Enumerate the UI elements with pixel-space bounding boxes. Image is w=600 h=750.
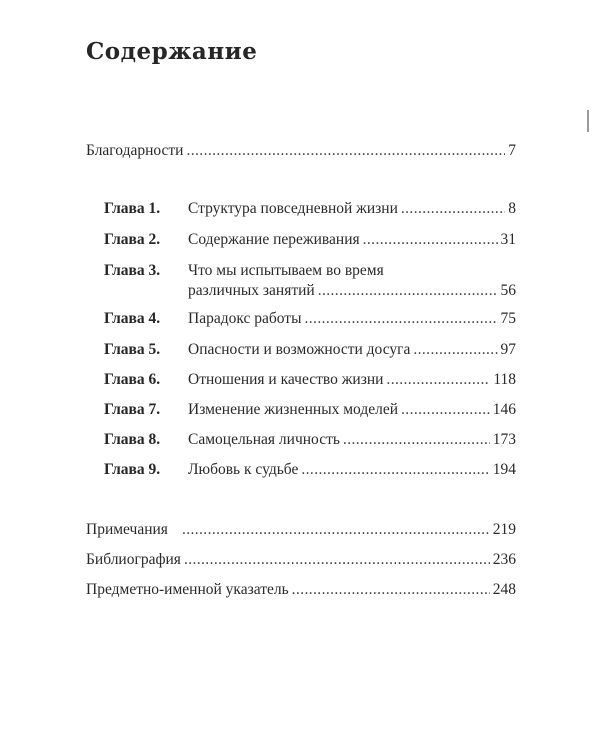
leader-dots bbox=[184, 550, 490, 570]
leader-dots bbox=[186, 141, 505, 161]
toc-entry-acknowledgements[interactable] bbox=[86, 141, 516, 161]
chapter-page: 75 bbox=[500, 310, 516, 327]
chapter-label: Глава 2. bbox=[104, 231, 161, 248]
chapter-title: Структура повседневной жизни bbox=[188, 200, 398, 217]
chapter-title: Парадокс работы bbox=[188, 310, 302, 327]
chapter-page: 194 bbox=[492, 461, 516, 478]
leader-dots bbox=[413, 340, 497, 360]
toc-entry-page: 236 bbox=[492, 551, 516, 568]
leader-dots bbox=[363, 230, 498, 250]
chapter-page: 56 bbox=[500, 282, 516, 299]
chapter-page: 173 bbox=[492, 431, 516, 448]
toc-entry-title: Предметно-именной указатель bbox=[86, 581, 289, 598]
toc-chapter-4[interactable] bbox=[104, 309, 516, 329]
toc-entry-page: 219 bbox=[492, 521, 516, 538]
toc-entry-notes[interactable] bbox=[86, 520, 516, 540]
leader-dots bbox=[305, 309, 498, 329]
toc-chapter-7[interactable] bbox=[104, 400, 516, 420]
toc-entry-title: Примечания bbox=[86, 521, 168, 538]
chapter-title: Опасности и возможности досуга bbox=[188, 341, 411, 358]
toc-entry-title: Благодарности bbox=[86, 142, 184, 159]
leader-dots bbox=[386, 370, 490, 390]
toc-entry-bibliography[interactable] bbox=[86, 550, 516, 570]
toc-entry-page: 248 bbox=[492, 581, 516, 598]
chapter-title: Изменение жизненных моделей bbox=[188, 401, 399, 418]
toc-chapter-5[interactable] bbox=[104, 340, 516, 360]
leader-dots bbox=[401, 400, 490, 420]
leader-dots bbox=[301, 460, 489, 480]
toc-entry-page: 7 bbox=[508, 142, 516, 159]
toc-chapter-3[interactable] bbox=[104, 261, 516, 301]
chapter-title-line-2: различных занятий bbox=[188, 282, 315, 299]
chapter-label: Глава 8. bbox=[104, 431, 161, 448]
chapter-label: Глава 3. bbox=[104, 262, 161, 279]
chapter-page: 118 bbox=[493, 371, 516, 388]
chapter-title-line-1: Что мы испытываем во время bbox=[188, 262, 384, 279]
leader-dots bbox=[343, 430, 490, 450]
toc-entry-index[interactable] bbox=[86, 580, 516, 600]
toc-entry-title: Библиография bbox=[86, 551, 181, 568]
chapter-page: 146 bbox=[492, 401, 516, 418]
leader-dots bbox=[318, 281, 498, 301]
toc-chapter-6[interactable] bbox=[104, 370, 516, 390]
chapter-label: Глава 6. bbox=[104, 371, 161, 388]
leader-dots bbox=[292, 580, 490, 600]
page-title: Содержание bbox=[86, 38, 258, 65]
page-edge-mark bbox=[587, 110, 589, 132]
toc-chapter-8[interactable] bbox=[104, 430, 516, 450]
chapter-page: 8 bbox=[508, 200, 516, 217]
toc-chapter-1[interactable] bbox=[104, 199, 516, 219]
chapter-title: Любовь к судьбе bbox=[188, 461, 299, 478]
chapter-title: Содержание переживания bbox=[188, 231, 360, 248]
leader-dots bbox=[182, 520, 490, 540]
chapter-label: Глава 5. bbox=[104, 341, 161, 358]
chapter-page: 31 bbox=[500, 231, 516, 248]
chapter-title: Отношения и качество жизни bbox=[188, 371, 384, 388]
chapter-label: Глава 1. bbox=[104, 200, 161, 217]
toc-chapter-2[interactable] bbox=[104, 230, 516, 250]
chapter-title: Самоцельная личность bbox=[188, 431, 340, 448]
chapter-label: Глава 9. bbox=[104, 461, 161, 478]
leader-dots bbox=[401, 199, 505, 219]
chapter-label: Глава 4. bbox=[104, 310, 161, 327]
toc-chapter-9[interactable] bbox=[104, 460, 516, 480]
chapter-page: 97 bbox=[500, 341, 516, 358]
chapter-label: Глава 7. bbox=[104, 401, 161, 418]
